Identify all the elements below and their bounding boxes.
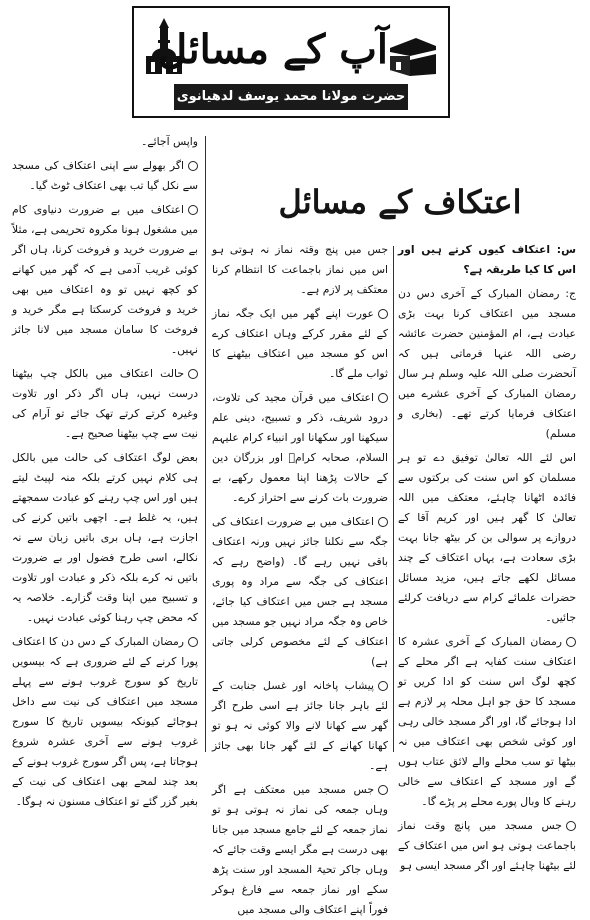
answer-paragraph: ج: رمضان المبارک کے آخری دس دن مسجد میں اعتکاف کرنا بہت بڑی عبادت ہے، ام المؤمنین حضرت عائشہ رضی اللہ عنہا فرماتی ہیں کہ آنحضرت صلی اللہ علیہ وسلم ہر سال رمضان المبارک کے آخری عشرے میں اعتکاف فرمایا کرتے تھے۔ (بخاری و مسلم) <box>398 287 576 440</box>
bullet-circle-icon <box>378 309 388 319</box>
ruling-text: اعتکاف میں قرآن مجید کی تلاوت، درود شریف، ذکر و تسبیح، دینی علم سیکھنا اور سکھانا اور انبیاء کرام علیہم السلام، صحابہ کرامؓ اور بزرگان دین کے حالات پڑھنا اپنا معمول رکھے، بے ضرورت بات کرنے سے احتراز کرے۔ <box>212 391 388 504</box>
body-paragraph: جس میں پنج وقتہ نماز نہ ہوتی ہو اس میں نماز باجماعت کا انتظام کرنا معتکف پر لازم ہے۔ <box>212 243 388 296</box>
ruling-text: جس مسجد میں پانچ وقت نماز باجماعت ہوتی ہو اس میں اعتکاف کے لئے بیٹھنا چاہئے اور اگر مسجد ایسی ہو <box>398 819 576 872</box>
ruling-paragraph <box>12 200 198 360</box>
bullet-circle-icon <box>188 205 198 215</box>
bullet-circle-icon <box>378 681 388 691</box>
ruling-text: رمضان المبارک کے آخری عشرہ کا اعتکاف سنت کفایہ ہے اگر محلے کے کچھ لوگ اس سنت کو ادا کریں تو مسجد کا حق جو اہل محلہ پر لازم ہے ادا ہوجائے گا، اور اگر مسجد خالی رہی اور کوئی شخص بھی اعتکاف میں نہ بیٹھا تو سب محلے والے لائق عتاب ہوں گے اور مسجد کے اعتکاف سے خالی رہنے کا وبال پورے محلے پر پڑے گا۔ <box>398 635 576 808</box>
question-paragraph: س: اعتکاف کیوں کرتے ہیں اور اس کا کیا طریقہ ہے؟ <box>398 243 576 276</box>
ruling-paragraph <box>12 364 198 444</box>
bullet-circle-icon <box>378 393 388 403</box>
ruling-text: جس مسجد میں معتکف ہے اگر وہاں جمعہ کی نماز نہ ہوتی ہو تو نماز جمعہ کے لئے جامع مسجد میں جانا بھی درست ہے مگر ایسے وقت جائے کہ وہاں جاکر تحیۃ المسجد اور سنت پڑھ سکے اور نماز جمعہ سے فارغ ہوکر فوراً اپنے اعتکاف والی مسجد میں <box>212 783 388 916</box>
bullet-circle-icon <box>188 161 198 171</box>
body-paragraph: اس لئے اللہ تعالیٰ توفیق دے تو ہر مسلمان کو اس سنت کی برکتوں سے فائدہ اٹھانا چاہئے، معتکف میں اللہ تعالیٰ کا گھر ہیں اور کریم آقا کے دروازے پر سوالی بن کر بیٹھ جانا بہت بڑی سعادت ہے، یہاں اعتکاف کے چند مسائل لکھے جاتے ہیں، مزید مسائل حضرات علمائے کرام سے دریافت کرلئے جائیں۔ <box>398 451 576 624</box>
column-divider <box>205 136 206 752</box>
article-column-left <box>12 132 198 808</box>
bullet-circle-icon <box>188 637 198 647</box>
article-title: اعتکاف کے مسائل <box>278 183 522 221</box>
ruling-paragraph <box>212 388 388 508</box>
column-divider <box>393 246 394 752</box>
ruling-text: اعتکاف میں بے ضرورت دنیاوی کام میں مشغول ہونا مکروہ تحریمی ہے، مثلاً بے ضرورت خرید و فروخت کرنا، ہاں اگر کوئی غریب آدمی ہے کہ گھر میں کھانے کو کچھ نہیں تو وہ اعتکاف میں بھی خرید و فروخت کرسکتا ہے مگر خرید و فروخت کا سامان مسجد میں لانا جائز نہیں۔ <box>12 203 198 356</box>
bullet-circle-icon <box>566 637 576 647</box>
ruling-paragraph <box>212 676 388 776</box>
ruling-text: حالت اعتکاف میں بالکل چپ بیٹھنا درست نہیں، ہاں اگر ذکر اور تلاوت وغیرہ کرتے کرتے تھک جائے تو آرام کی نیت سے چپ بیٹھنا صحیح ہے۔ <box>12 367 198 440</box>
masthead-byline: حضرت مولانا محمد یوسف لدھیانوی <box>174 84 408 110</box>
body-paragraph: واپس آجائے۔ <box>140 135 198 148</box>
masthead-title: آپ کے مسائل <box>158 26 388 73</box>
masthead-banner <box>132 6 450 118</box>
kaaba-icon <box>386 34 440 78</box>
article-column-right <box>398 240 576 872</box>
ruling-text: اگر بھولے سے اپنی اعتکاف کی مسجد سے نکل گیا تب بھی اعتکاف ٹوٹ گیا۔ <box>12 159 198 192</box>
article-column-middle <box>212 240 388 916</box>
ruling-text: عورت اپنے گھر میں ایک جگہ نماز کے لئے مقرر کرکے وہاں اعتکاف کرے اس کو مسجد میں اعتکاف بیٹھنے کا ثواب ملے گا۔ <box>212 307 388 380</box>
ruling-text: رمضان المبارک کے دس دن کا اعتکاف پورا کرنے کے لئے ضروری ہے کہ بیسویں تاریخ کو سورج غروب ہونے سے پہلے مسجد میں اعتکاف کی نیت سے داخل ہوجائے کیونکہ بیسویں تاریخ کا سورج غروب ہونے سے آخری عشرہ شروع ہوجاتا ہے، پس اگر سورج غروب ہونے کے بعد چند لمحے بھی اعتکاف کی نیت کے بغیر گزر گئے تو اعتکاف مسنون نہ ہوگا۔ <box>12 635 198 808</box>
ruling-paragraph <box>212 512 388 672</box>
ruling-text: پیشاب پاخانہ اور غسل جنابت کے لئے باہر جانا جائز ہے اسی طرح اگر گھر سے کھانا لانے والا کوئی نہ ہو تو کھانا کھانے کے لئے گھر جانا بھی جائز ہے۔ <box>212 679 388 772</box>
bullet-circle-icon <box>566 821 576 831</box>
ruling-paragraph <box>398 632 576 812</box>
bullet-circle-icon <box>188 369 198 379</box>
bullet-circle-icon <box>378 517 388 527</box>
ruling-paragraph <box>398 816 576 876</box>
ruling-paragraph <box>212 304 388 384</box>
ruling-paragraph <box>212 780 388 920</box>
ruling-paragraph <box>12 156 198 196</box>
body-paragraph: بعض لوگ اعتکاف کی حالت میں بالکل ہی کلام نہیں کرتے بلکہ منہ لپیٹ لیتے ہیں اور اس چپ رہنے کو عبادت سمجھتے ہیں، یہ غلط ہے۔ اچھی باتیں کرنے کی اجازت ہے، ہاں بری باتیں زبان سے نہ نکالے، اسی طرح فضول اور بے ضرورت باتیں نہ کرے بلکہ ذکر و عبادت اور تلاوت و تسبیح میں اپنا وقت گزارے۔ خلاصہ یہ کہ محض چپ رہنا کوئی عبادت نہیں۔ <box>12 451 198 624</box>
bullet-circle-icon <box>378 785 388 795</box>
ruling-paragraph <box>12 632 198 812</box>
ruling-text: اعتکاف میں بے ضرورت اعتکاف کی جگہ سے نکلنا جائز نہیں ورنہ اعتکاف باقی نہیں رہے گا۔ (واضح رہے کہ اعتکاف کی جگہ سے مراد وہ پوری مسجد ہے جس میں اعتکاف کیا جائے، خاص وہ جگہ مراد نہیں جو مسجد میں اعتکاف کے لئے مخصوص کرلی جاتی ہے) <box>212 515 388 668</box>
